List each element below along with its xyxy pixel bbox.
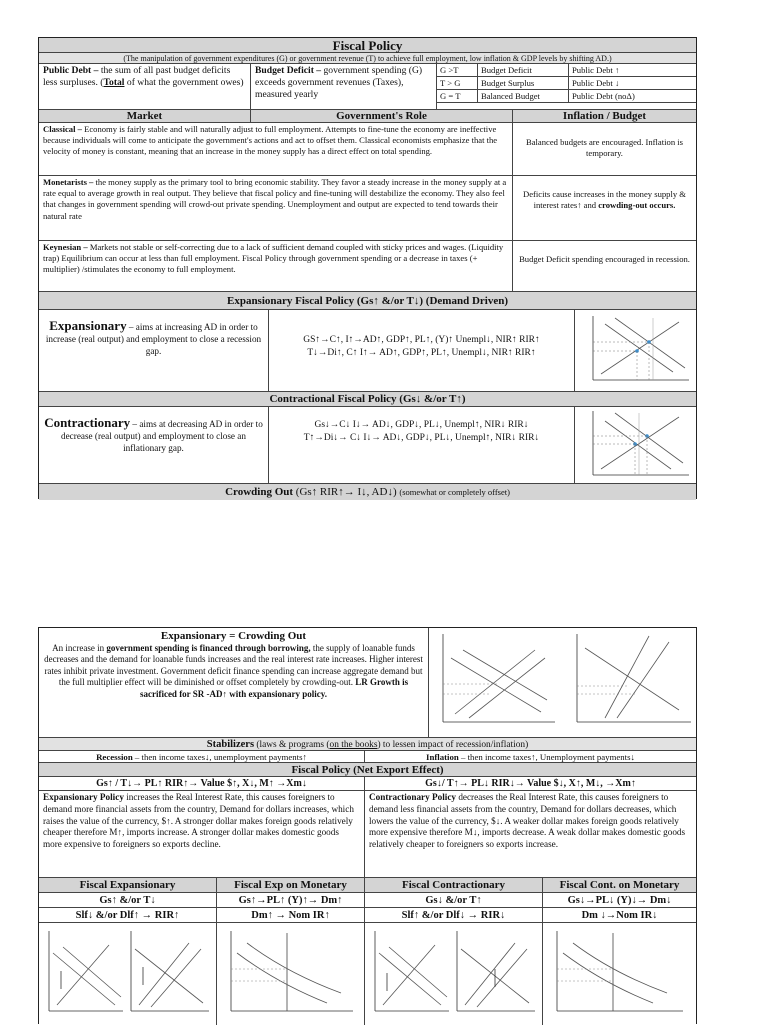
- recession-text: – then income taxes↓, unemployment payments↑: [134, 752, 307, 762]
- expansionary-term: Expansionary: [49, 318, 127, 333]
- q2-graph-cell: [217, 923, 365, 1025]
- q-head-1-text: Fiscal Expansionary: [79, 879, 176, 891]
- gt-budget: Balanced Budget: [478, 90, 569, 103]
- q2-line1: [217, 893, 365, 907]
- gt-table-cell: [437, 64, 696, 109]
- classical-term: Classical –: [43, 124, 82, 134]
- subtitle-row: [39, 53, 696, 64]
- q-head-2: [217, 878, 365, 892]
- title-band: [39, 38, 696, 53]
- gt-debt: Public Debt ↓: [569, 77, 697, 90]
- col-infl: [513, 110, 696, 122]
- gt-row: [437, 64, 696, 77]
- public-debt-cell: [39, 64, 251, 109]
- q1-line2-text: Slf↓ &/or Dlf↑ → RIR↑: [75, 910, 180, 921]
- fiscal-cont-money-market-graph: [543, 923, 695, 1023]
- nx-right-text: decreases the Real Interest Rate, this causes foreigners to demand less financial assets from the country, Demand for dollars decreases, which lowers the value of the currency, $↓. A weaker dollar makes foreign goods relatively more expensive therefore M↓, imports decrease. A weak dollar makes domestic goods relatively cheaper to foreigners so exports increase.: [369, 792, 686, 850]
- keynesian-row: [39, 241, 696, 292]
- crowding-bold-1: government spending is financed through borrowing,: [106, 642, 311, 653]
- page-title: Fiscal Policy: [332, 38, 403, 53]
- q1-line1-text: Gs↑ &/or T↓: [99, 895, 156, 906]
- budget-deficit-term: Budget Deficit –: [255, 65, 322, 76]
- contractionary-desc: – aims at decreasing AD in order to decrease (real output) and employment to close an inflationary gap.: [61, 419, 263, 453]
- contractionary-ad-as-graph: [575, 407, 695, 483]
- net-export-text-row: [39, 791, 696, 878]
- q3-line1: [365, 893, 543, 907]
- nx-left-term: Expansionary Policy: [43, 792, 124, 802]
- crowding-out-note: (somewhat or completely offset): [399, 487, 510, 497]
- q3-graph-cell: [365, 923, 543, 1025]
- crowding-lr-growth: LR Growth is sacrificed for SR -AD↑ with expansionary policy.: [139, 677, 409, 699]
- keynesian-right-cell: [513, 241, 696, 291]
- monetarist-right-a: Deficits cause increases in the money supply & interest rates↑ and: [523, 189, 686, 211]
- inflation-cell: [365, 751, 696, 762]
- col-role: [251, 110, 513, 122]
- q1-line2: [39, 908, 217, 922]
- q3-line2: [365, 908, 543, 922]
- gt-cond: G >T: [437, 64, 478, 77]
- q-head-4-text: Fiscal Cont. on Monetary: [559, 879, 680, 891]
- debt-row: [39, 64, 696, 110]
- col-market-label: Market: [126, 110, 163, 122]
- monetarist-term: Monetarists –: [43, 177, 94, 187]
- q4-line1-text: Gs↓→PL↓ (Y)↓→ Dm↓: [567, 895, 672, 906]
- classical-right: Balanced budgets are encouraged. Inflation is temporary.: [525, 137, 683, 159]
- stabilizers-tail: ) to lessen impact of recession/inflation): [377, 740, 529, 750]
- contractionary-row: [39, 407, 696, 484]
- col-infl-label: Inflation / Budget: [562, 110, 647, 122]
- contractionary-chain-1: Gs↓→C↓ I↓→ AD↓, GDP↓, PL↓, Unempl↑, NIR↓ RIR↓: [314, 420, 529, 430]
- q2-line1-text: Gs↑→PL↑ (Y)↑→ Dm↑: [238, 895, 343, 906]
- budget-deficit-def: government spending (G) exceeds government revenues (Taxes), measured yearly: [255, 65, 423, 100]
- q-head-4: [543, 878, 696, 892]
- fiscal-exp-money-market-graph: [217, 923, 363, 1023]
- q3-line2-text: Slf↑ &/or Dlf↓ → RIR↓: [401, 910, 506, 921]
- q-head-3-text: Fiscal Contractionary: [402, 879, 505, 891]
- recession-inflation-row: [39, 751, 696, 763]
- nx-right-head: [365, 777, 696, 790]
- gt-cond: T > G: [437, 77, 478, 90]
- nx-left-cell: [39, 791, 365, 877]
- recession-cell: [39, 751, 365, 762]
- crowding-text-2: the supply of loanable funds decreases and the demand for loanable funds increases and the real interest rate increases. Higher interest rates inhibit private investment. Government deficit finance spending can increase aggregate demand but the full multiplier effect will be diminished or offset completely by crowding-out.: [44, 642, 423, 687]
- classical-text: Economy is fairly stable and will naturally adjust to full employment. Attempts to fine-tune the economy are ineffective because individuals will come to anticipate the government's actions and act to offset them. Classical economists emphasize that the velocity of money is constant, meaning that an increase in the money supply has a direct effect on total spending.: [43, 124, 498, 157]
- gt-budget: Budget Surplus: [478, 77, 569, 90]
- contractional-band-label: Contractional Fiscal Policy (Gs↓ &/or T↑): [269, 393, 466, 405]
- quadrant-graph-row: [39, 923, 696, 1025]
- expansionary-row: [39, 310, 696, 392]
- keynesian-right: Budget Deficit spending encouraged in recession.: [519, 254, 690, 264]
- gt-budget: Budget Deficit: [478, 64, 569, 77]
- keynesian-text: Markets not stable or self-correcting due to a lack of sufficient demand coupled with sticky prices and wages. (Liquidity trap) Equilibrium can occur at less than full employment. Fiscal Policy through government spending or a decrease in taxes (+ multiplier) /stimulates the economy to full employment.: [43, 242, 504, 275]
- col-market: [39, 110, 251, 122]
- fiscal-expansionary-lf-graphs: [39, 923, 215, 1023]
- fiscal-policy-sheet: [38, 37, 697, 499]
- public-debt-tail: of what the government owes): [126, 77, 244, 88]
- q4-line1: [543, 893, 696, 907]
- q2-line2-text: Dm↑ → Nom IR↑: [251, 910, 330, 921]
- classical-right-cell: [513, 123, 696, 175]
- contractionary-chain-2: T↑→Di↓→ C↓ I↓→ AD↓, GDP↓, PL↓, Unempl↑, NIR↓ RIR↓: [303, 432, 540, 443]
- q2-line2: [217, 908, 365, 922]
- market-header-row: [39, 110, 696, 123]
- crowding-out-band: [39, 484, 696, 500]
- keynesian-text-cell: [39, 241, 513, 291]
- expansionary-ad-as-graph: [575, 310, 695, 390]
- q4-graph-cell: [543, 923, 696, 1025]
- keynesian-term: Keynesian –: [43, 242, 88, 252]
- crowding-out-term: Crowding Out: [225, 486, 294, 498]
- q-head-2-text: Fiscal Exp on Monetary: [234, 879, 347, 891]
- nx-right-cell: [365, 791, 696, 877]
- q4-line2: [543, 908, 696, 922]
- classical-row: [39, 123, 696, 176]
- expansionary-chain-2: T↓→Di↑, C↑ I↑→ AD↑, GDP↑, PL↑, Unempl↓, NIR↑ RIR↑: [307, 347, 536, 358]
- q-head-1: [39, 878, 217, 892]
- stabilizers-row: [39, 738, 696, 751]
- q3-line1-text: Gs↓ &/or T↑: [425, 895, 482, 906]
- quadrant-head-row: [39, 878, 696, 893]
- stabilizers-underlined: on the books: [329, 740, 378, 750]
- stabilizers-text: (laws & programs (: [256, 740, 330, 750]
- gt-debt: Public Debt (noΔ): [569, 90, 697, 103]
- inflation-text: – then income taxes↑, Unemployment payments↓: [461, 752, 635, 762]
- expansionary-band: [39, 292, 696, 310]
- public-debt-total: Total: [103, 77, 125, 88]
- nx-left-text: increases the Real Interest Rate, this causes foreigners to demand more financial assets from the country, Demand for dollars increases, which raises the value of the currency, $↑. A stronger dollar makes foreign goods relatively cheaper therefore M↑, imports increase. A stronger dollar makes domestic goods more expensive to foreigners so exports decline.: [43, 792, 354, 850]
- crowding-text-1: An increase in: [52, 642, 105, 653]
- loanable-funds-graphs: [429, 628, 696, 736]
- subtitle: (The manipulation of government expenditures (G) or government revenue (T) to achieve full employment, low inflation & GDP levels by shifting AD.): [123, 54, 612, 63]
- contractionary-chain-cell: [269, 407, 575, 483]
- monetarist-row: [39, 176, 696, 241]
- monetarist-right-b: crowding-out occurs.: [598, 200, 676, 211]
- expansionary-band-label: Expansionary Fiscal Policy (Gs↑ &/or T↓) (Demand Driven): [226, 295, 508, 307]
- crowding-out-formula: (Gs↑ RIR↑→ I↓, AD↓): [295, 486, 397, 498]
- gt-debt: Public Debt ↑: [569, 64, 697, 77]
- contractionary-term: Contractionary: [44, 415, 131, 430]
- q1-graph-cell: [39, 923, 217, 1025]
- crowding-graphs-cell: [429, 628, 696, 737]
- gt-row: [437, 77, 696, 90]
- contractional-band: [39, 392, 696, 407]
- classical-text-cell: [39, 123, 513, 175]
- q4-line2-text: Dm ↓→Nom IR↓: [581, 910, 658, 921]
- gt-row: [437, 90, 696, 103]
- fiscal-contractionary-lf-graphs: [365, 923, 541, 1023]
- public-debt-def: the sum of all past budget deficits less surpluses. (: [43, 65, 231, 88]
- crowding-explain-cell: [39, 628, 429, 737]
- quadrant-line2-row: [39, 908, 696, 923]
- expansionary-desc: – aims at increasing AD in order to increase (real output) and employment to close a recession gap.: [45, 322, 262, 356]
- nx-left-head-text: Gs↑ / T↓→ PL↑ RIR↑→ Value $↑, X↓, M↑ →Xm↓: [96, 778, 307, 789]
- expansionary-graph-cell: [575, 310, 696, 391]
- crowding-explain-row: [39, 628, 696, 738]
- gt-cond: G = T: [437, 90, 478, 103]
- monetarist-right-cell: [513, 176, 696, 240]
- q-head-3: [365, 878, 543, 892]
- col-role-label: Government's Role: [336, 110, 427, 122]
- net-export-band-label: Fiscal Policy (Net Export Effect): [291, 764, 444, 776]
- gt-table: [437, 64, 696, 103]
- budget-deficit-cell: [251, 64, 437, 109]
- inflation-term: Inflation: [426, 752, 459, 762]
- crowding-out-sheet: [38, 627, 697, 1024]
- net-export-band: [39, 763, 696, 777]
- quadrant-line1-row: [39, 893, 696, 908]
- monetarist-text: the money supply as the primary tool to bring economic stability. They favor a steady increase in the money supply at a rate equal to average growth in real output. They believe that fiscal policy and fine-tuning will destabilize the economy. They also feel that changes in government spending will crowd-out private spending. Unemployment and output are expected to tend towards their natural rate: [43, 177, 507, 221]
- recession-term: Recession: [96, 752, 133, 762]
- nx-right-term: Contractionary Policy: [369, 792, 457, 802]
- contractionary-desc-cell: [39, 407, 269, 483]
- nx-left-head: [39, 777, 365, 790]
- expansionary-chain-1: GS↑→C↑, I↑→AD↑, GDP↑, PL↑, (Y)↑ Unempl↓, NIR↑ RIR↑: [303, 335, 540, 345]
- net-export-head-row: [39, 777, 696, 791]
- q1-line1: [39, 893, 217, 907]
- monetarist-text-cell: [39, 176, 513, 240]
- expansionary-desc-cell: [39, 310, 269, 391]
- nx-right-head-text: Gs↓/ T↑→ PL↓ RIR↓→ Value $↓, X↑, M↓, →Xm↑: [425, 778, 636, 789]
- expansionary-chain-cell: [269, 310, 575, 391]
- contractionary-graph-cell: [575, 407, 696, 483]
- public-debt-term: Public Debt –: [43, 65, 99, 76]
- crowding-title: Expansionary = Crowding Out: [160, 630, 307, 642]
- stabilizers-term: Stabilizers: [206, 739, 255, 750]
